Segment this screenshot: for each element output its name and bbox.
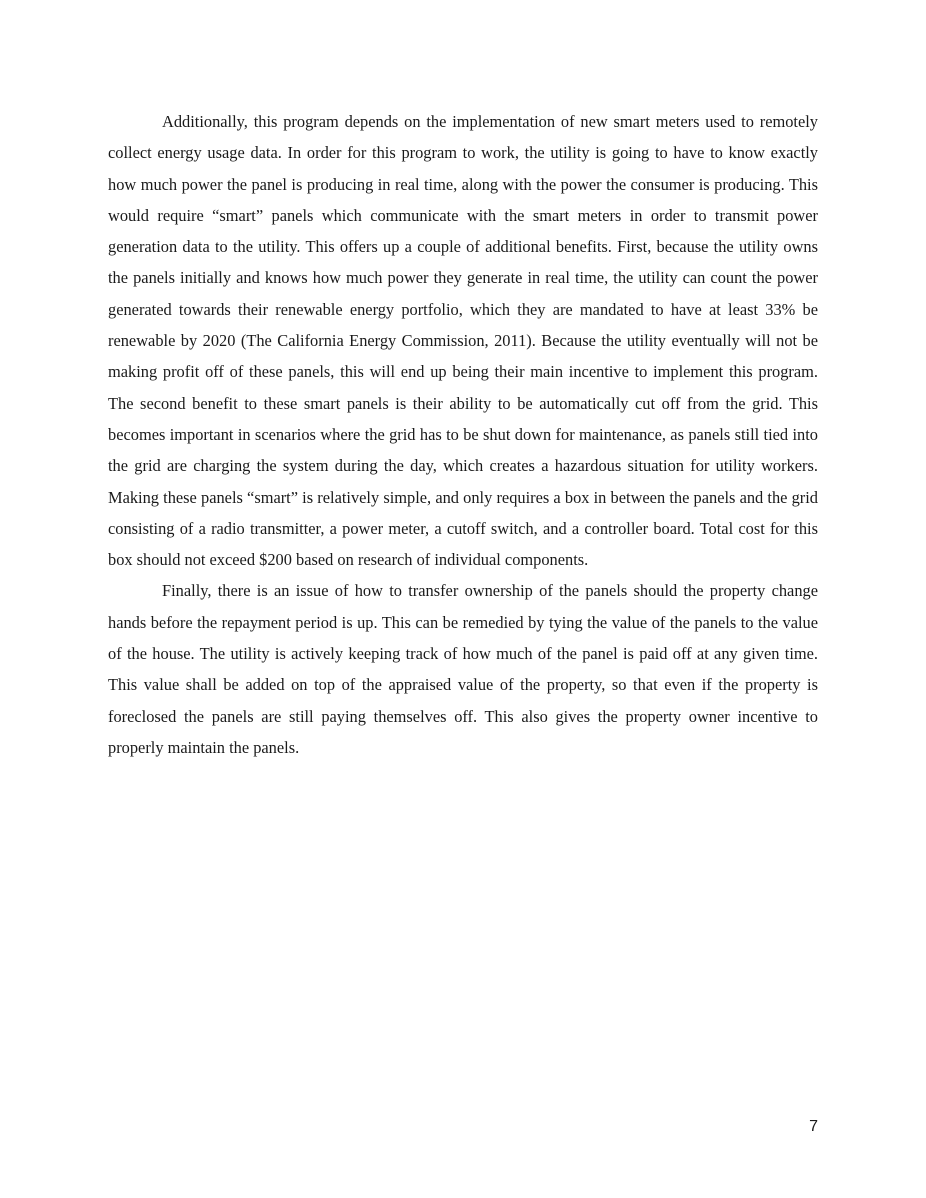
paragraph-smart-meters: Additionally, this program depends on the implementation of new smart meters used to remotely collect energy usage data. In order for this program to work, the utility is going to have to know exactly how much power the panel is producing in real time, along with the power the consumer is producing. This would require “smart” panels which communicate with the smart meters in order to transmit power generation data to the utility. This offers up a couple of additional benefits. First, because the utility owns the panels initially and knows how much power they generate in real time, the utility can count the power generated towards their renewable energy portfolio, which they are mandated to have at least 33% be renewable by 2020 (The California Energy Commission, 2011). Because the utility eventually will not be making profit off of these panels, this will end up being their main incentive to implement this program. The second benefit to these smart panels is their ability to be automatically cut off from the grid. This becomes important in scenarios where the grid has to be shut down for maintenance, as panels still tied into the grid are charging the system during the day, which creates a hazardous situation for utility workers. Making these panels “smart” is relatively simple, and only requires a box in between the panels and the grid consisting of a radio transmitter, a power meter, a cutoff switch, and a controller board. Total cost for this box should not exceed $200 based on research of individual components. [108, 112, 818, 570]
page-number: 7 [809, 1118, 818, 1135]
paragraph-ownership-transfer: Finally, there is an issue of how to transfer ownership of the panels should the property change hands before the repayment period is up. This can be remedied by tying the value of the panels to the value of the house. The utility is actively keeping track of how much of the panel is paid off at any given time. This value shall be added on top of the appraised value of the property, so that even if the property is foreclosed the panels are still paying themselves off. This also gives the property owner incentive to properly maintain the panels. [108, 581, 818, 757]
document-body [108, 106, 818, 763]
